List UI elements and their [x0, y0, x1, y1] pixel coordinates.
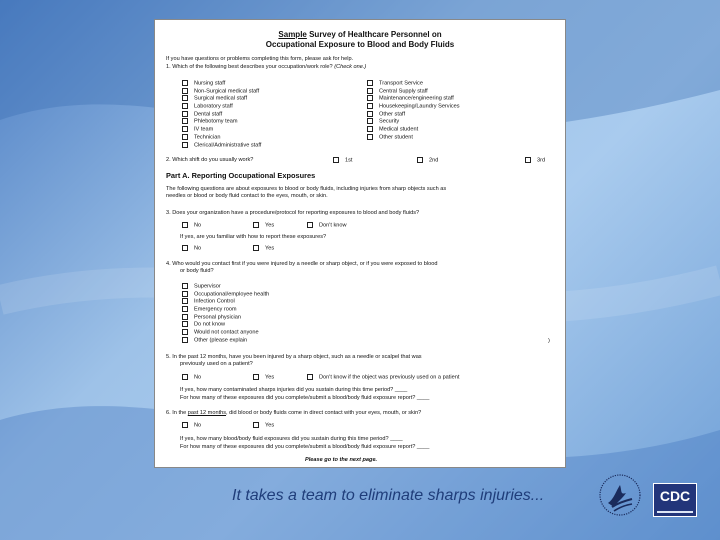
q6-text: [166, 410, 421, 417]
part-a-heading: Part A. Reporting Occupational Exposures: [166, 171, 316, 180]
checkbox[interactable]: [182, 95, 188, 101]
q3f-option-yes[interactable]: [253, 245, 274, 252]
q4-text-1: 4. Who would you contact first if you were injured by a needle or sharp object, or if you were exposed to blood: [166, 261, 438, 267]
option-label: Yes: [265, 374, 275, 381]
next-page-note: Please go to the next page.: [305, 457, 378, 463]
q2-option-label: 3rd: [537, 157, 546, 164]
q5-option-no[interactable]: [182, 374, 201, 381]
option-label: Clerical/Administrative staff: [194, 141, 262, 148]
option-row[interactable]: [182, 134, 261, 142]
checkbox[interactable]: [182, 321, 188, 327]
q5-option-yes[interactable]: [253, 374, 274, 381]
checkbox[interactable]: [307, 222, 313, 228]
option-label: Laboratory staff: [194, 103, 233, 110]
option-label: Technician: [194, 134, 221, 141]
option-row[interactable]: [182, 283, 269, 291]
option-label: Other staff: [379, 111, 406, 118]
checkbox[interactable]: [182, 291, 188, 297]
option-label: No: [194, 222, 202, 229]
option-row[interactable]: [367, 88, 460, 96]
checkbox[interactable]: [182, 314, 188, 320]
option-label: Other (please explain: [194, 337, 248, 344]
checkbox[interactable]: [253, 422, 259, 428]
option-label: Yes: [265, 245, 275, 252]
title-line2: Occupational Exposure to Blood and Body Fluids: [265, 39, 455, 49]
option-row[interactable]: [182, 321, 269, 329]
option-label: No: [194, 245, 202, 252]
q2-option-label: 1st: [345, 157, 353, 164]
checkbox[interactable]: [182, 298, 188, 304]
checkbox[interactable]: [182, 337, 188, 343]
checkbox[interactable]: [182, 134, 188, 140]
title-sample: Sample: [278, 30, 307, 39]
checkbox[interactable]: [182, 222, 188, 228]
option-label: Emergency room: [194, 306, 237, 313]
checkbox[interactable]: [525, 157, 531, 163]
q1-question: 1. Which of the following best describes your occupation/work role?: [166, 64, 333, 70]
option-label: Non-Surgical medical staff: [194, 88, 260, 95]
q5-text-2: previously used on a patient?: [180, 361, 253, 367]
q6-followup-2: For how many of these exposures did you complete/submit a blood/body fluid exposure report? ____: [180, 444, 430, 450]
intro-text: If you have questions or problems completing this form, please ask for help.: [166, 56, 354, 62]
survey-title: [155, 30, 565, 49]
q3-option-yes[interactable]: [253, 222, 274, 229]
q5-followup-1: If yes, how many contaminated sharps injuries did you sustain during this time period? ____: [180, 387, 408, 393]
checkbox[interactable]: [367, 103, 373, 109]
option-row[interactable]: [367, 118, 460, 126]
hhs-eagle-logo: [598, 473, 642, 517]
q6-option-no[interactable]: [182, 422, 201, 429]
option-row[interactable]: [182, 126, 261, 134]
q2-text: 2. Which shift do you usually work?: [166, 157, 254, 163]
option-label: Surgical medical staff: [194, 95, 248, 102]
q2-option-3[interactable]: [525, 157, 545, 164]
checkbox[interactable]: [182, 283, 188, 289]
checkbox[interactable]: [182, 245, 188, 251]
slogan: It takes a team to eliminate sharps injuries...: [232, 487, 545, 504]
checkbox[interactable]: [182, 306, 188, 312]
option-row[interactable]: [182, 88, 261, 96]
checkbox[interactable]: [182, 103, 188, 109]
checkbox[interactable]: [253, 245, 259, 251]
checkbox[interactable]: [367, 134, 373, 140]
option-label: IV team: [194, 126, 214, 133]
checkbox[interactable]: [182, 118, 188, 124]
checkbox[interactable]: [307, 374, 313, 380]
q6-option-yes[interactable]: [253, 422, 274, 429]
option-row[interactable]: [367, 126, 460, 134]
option-label: Other student: [379, 134, 413, 141]
q2-option-2[interactable]: [417, 157, 438, 164]
q5-text-1: 5. In the past 12 months, have you been injured by a sharp object, such as a needle or scalpel that was: [166, 354, 422, 360]
checkbox[interactable]: [253, 222, 259, 228]
option-row[interactable]: [182, 95, 261, 103]
option-label: Security: [379, 118, 400, 125]
q1-options-left: [182, 80, 261, 149]
option-label: Yes: [265, 222, 275, 229]
checkbox[interactable]: [182, 80, 188, 86]
option-row[interactable]: [182, 80, 261, 88]
q5-followup-2: For how many of these exposures did you complete/submit a blood/body fluid exposure report? ____: [180, 395, 430, 401]
checkbox[interactable]: [367, 95, 373, 101]
q6-followup-1: If yes, how many blood/body fluid exposures did you sustain during this time period? ____: [180, 436, 403, 442]
checkbox[interactable]: [333, 157, 339, 163]
option-row[interactable]: [182, 118, 261, 126]
option-label: No: [194, 422, 202, 429]
option-label: No: [194, 374, 202, 381]
option-row[interactable]: [182, 103, 261, 111]
checkbox[interactable]: [182, 142, 188, 148]
q2-option-1[interactable]: [333, 157, 352, 164]
q3-text: 3. Does your organization have a procedure/protocol for reporting exposures to blood and body fluids?: [166, 210, 420, 216]
option-label: Supervisor: [194, 283, 221, 290]
option-label: Nursing staff: [194, 80, 226, 87]
option-label: Housekeeping/Laundry Services: [379, 103, 460, 110]
q4-close-paren: ): [548, 338, 550, 344]
q6-post: , did blood or body fluids come in direct contact with your eyes, mouth, or skin?: [226, 410, 422, 416]
option-label: Occupational/employee health: [194, 291, 270, 298]
q4-options: [182, 283, 269, 345]
option-label: Do not know: [194, 321, 226, 328]
checkbox[interactable]: [182, 374, 188, 380]
q3-followup: If yes, are you familiar with how to report these exposures?: [180, 234, 327, 240]
q3f-option-no[interactable]: [182, 245, 201, 252]
checkbox[interactable]: [367, 88, 373, 94]
cdc-logo: [653, 483, 697, 517]
option-label: Infection Control: [194, 298, 235, 305]
checkbox[interactable]: [182, 88, 188, 94]
option-row[interactable]: [367, 80, 460, 88]
option-label: Dental staff: [194, 111, 223, 118]
option-row[interactable]: [367, 111, 460, 119]
part-a-intro-1: The following questions are about exposures to blood or body fluids, including injuries from sharp objects such as: [166, 186, 447, 192]
option-row[interactable]: [367, 134, 460, 142]
option-row[interactable]: [182, 337, 269, 345]
option-label: Don't know if the object was previously used on a patient: [319, 374, 460, 381]
option-label: Yes: [265, 422, 275, 429]
part-a-intro-2: needles or blood or body fluid contact to the eyes, mouth, or skin.: [166, 193, 328, 199]
option-label: Don't know: [319, 222, 347, 229]
option-label: Personal physician: [194, 314, 241, 321]
checkbox[interactable]: [182, 422, 188, 428]
q5-option-dontknow[interactable]: [307, 374, 459, 381]
option-label: Would not contact anyone: [194, 329, 259, 336]
option-row[interactable]: [182, 329, 269, 337]
option-row[interactable]: [182, 306, 269, 314]
option-row[interactable]: [367, 95, 460, 103]
checkbox[interactable]: [253, 374, 259, 380]
q3-option-no[interactable]: [182, 222, 201, 229]
q6-pre: 6. In the: [166, 410, 188, 416]
checkbox[interactable]: [367, 126, 373, 132]
option-label: Transport Service: [379, 80, 423, 87]
option-label: Phlebotomy team: [194, 118, 238, 125]
option-row[interactable]: [367, 103, 460, 111]
option-label: Maintenance/engineering staff: [379, 95, 454, 102]
q1-text: [166, 64, 366, 71]
checkbox[interactable]: [367, 111, 373, 117]
cdc-logo-bar: [657, 511, 693, 513]
option-row[interactable]: [182, 314, 269, 322]
option-row[interactable]: [182, 111, 261, 119]
option-row[interactable]: [182, 142, 261, 150]
q2-option-label: 2nd: [429, 157, 439, 164]
option-label: Medical student: [379, 126, 419, 133]
option-row[interactable]: [182, 298, 269, 306]
checkbox[interactable]: [182, 329, 188, 335]
option-row[interactable]: [182, 291, 269, 299]
q1-note: (Check one.): [334, 64, 367, 70]
q6-underlined: past 12 months: [187, 410, 227, 416]
cdc-logo-text: CDC: [659, 488, 691, 504]
q3-option-dontknow[interactable]: [307, 222, 347, 229]
checkbox[interactable]: [182, 111, 188, 117]
checkbox[interactable]: [417, 157, 423, 163]
title-line1: Survey of Healthcare Personnel on: [306, 30, 442, 39]
checkbox[interactable]: [367, 80, 373, 86]
option-label: Central Supply staff: [379, 88, 428, 95]
checkbox[interactable]: [367, 118, 373, 124]
q4-text-2: or body fluid?: [180, 268, 214, 274]
q1-options-right: [367, 80, 460, 142]
survey-page: [155, 20, 565, 467]
checkbox[interactable]: [182, 126, 188, 132]
